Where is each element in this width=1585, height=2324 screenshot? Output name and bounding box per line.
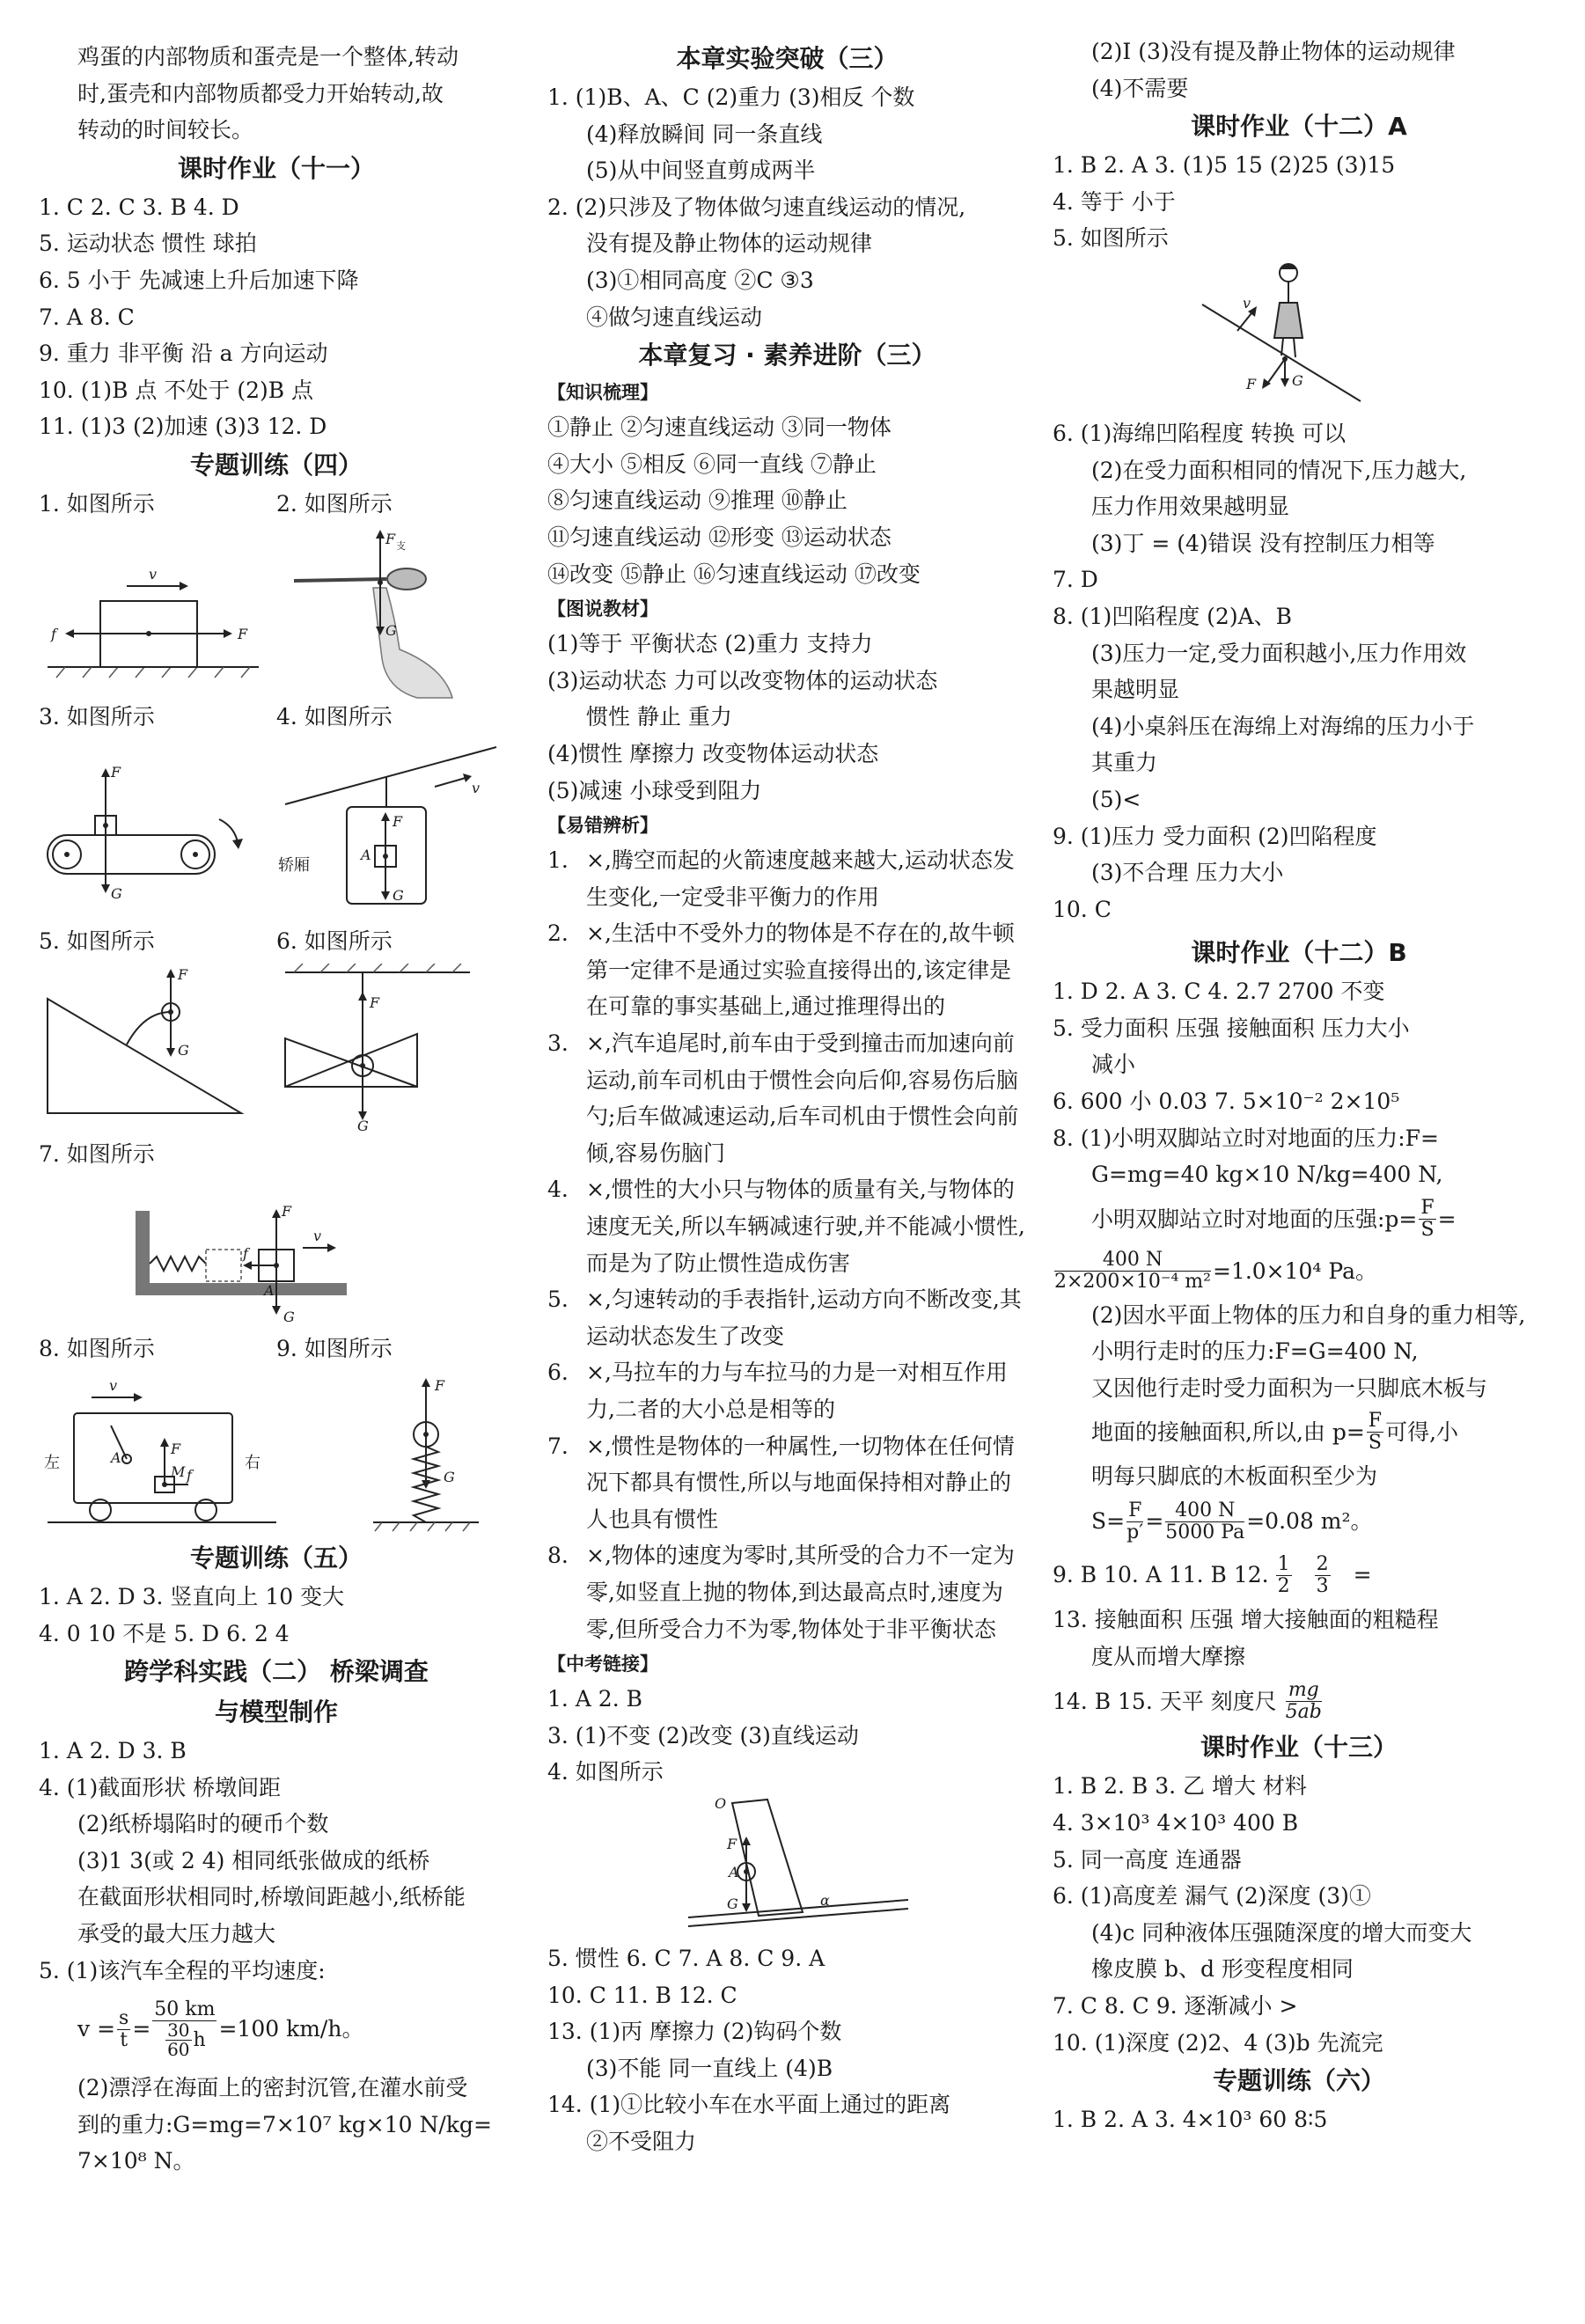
fraction-mg-5ab xyxy=(1286,1680,1322,1723)
answer-line: 9. (1)压力 受力面积 (2)凹陷程度 xyxy=(1053,823,1377,849)
denominator: 5ab xyxy=(1285,1700,1322,1723)
label-F: F xyxy=(111,764,121,781)
answer-line-12 xyxy=(1053,1549,1545,1602)
answer-line: 小明行走时的压力:F=G=400 N, xyxy=(1091,1338,1419,1365)
text-line: 时,蛋壳和内部物质都受力开始转动,故 xyxy=(77,80,444,106)
answer-line: 5. 如图所示 xyxy=(1053,225,1169,252)
item-number: 8. xyxy=(547,1543,569,1569)
answer-line: 5. 如图所示 xyxy=(39,928,155,955)
label-G: G xyxy=(178,1041,189,1059)
subheading-zhongkao: 【中考链接】 xyxy=(547,1653,658,1675)
answer-line: (2)在受力面积相同的情况下,压力越大, xyxy=(1091,457,1467,483)
eq-part: v = xyxy=(77,2016,116,2042)
text-part: = xyxy=(1353,1562,1372,1588)
numerator: s xyxy=(119,2006,129,2029)
answer-line: 4. 0 10 不是 5. D 6. 2 4 xyxy=(39,1620,290,1646)
answer-line: 9. 重力 非平衡 沿 a 方向运动 xyxy=(39,341,328,367)
answer-line: 8. (1)凹陷程度 (2)A、B xyxy=(1053,603,1292,629)
answer-line: G=mg=40 kg×10 N/kg=400 N, xyxy=(1091,1162,1443,1188)
answer-line: 4. 如图所示 xyxy=(276,703,393,729)
text-part: 14. B 15. 天平 刻度尺 xyxy=(1053,1688,1277,1714)
label-A: A xyxy=(111,1448,121,1466)
section-title-hw13: 课时作业（十三） xyxy=(1200,1733,1398,1763)
answer-line: 1. D 2. A 3. C 4. 2.7 2700 不变 xyxy=(1053,979,1385,1005)
label-M: M xyxy=(171,1463,186,1480)
label-v: v xyxy=(1243,294,1251,312)
answer-line: (3)不合理 压力大小 xyxy=(1091,860,1284,886)
section-title-hw12b: 课时作业（十二）B xyxy=(1191,938,1407,968)
answer-line: 6. (1)海绵凹陷程度 转换 可以 xyxy=(1053,420,1347,446)
answer-line: 10. C xyxy=(1053,896,1112,922)
answer-line: 又因他行走时受力面积为一只脚底木板与 xyxy=(1091,1375,1488,1402)
denominator: t xyxy=(120,2028,128,2051)
fraction-F-p xyxy=(1126,1500,1143,1543)
pressure-line xyxy=(1053,1193,1545,1246)
numerator: F xyxy=(1420,1197,1435,1220)
answer-line: 1. B 2. B 3. 乙 增大 材料 xyxy=(1053,1773,1307,1800)
text-part: = xyxy=(1437,1206,1457,1233)
answer-line: ④做匀速直线运动 xyxy=(586,304,763,330)
fraction-two-thirds xyxy=(1315,1554,1331,1597)
item-text: ×,腾空而起的火箭速度越来越大,运动状态发生变化,一定受非平衡力的作用 xyxy=(586,847,1015,910)
answer-line: 5. (1)该汽车全程的平均速度: xyxy=(39,1957,326,1983)
answer-line: (4)小桌斜压在海绵上对海绵的压力小于 xyxy=(1091,713,1475,739)
answer-line: 4. (1)截面形状 桥墩间距 xyxy=(39,1774,282,1800)
label-left: 左 xyxy=(44,1453,60,1472)
label-F: F xyxy=(393,813,403,831)
answer-line: (3)不能 同一直线上 (4)B xyxy=(586,2055,833,2081)
figure-girl-on-slope xyxy=(1193,260,1369,410)
list-item xyxy=(547,1025,1027,1171)
answer-line: 7. D xyxy=(1053,567,1098,593)
label-F: F xyxy=(727,1835,737,1852)
numerator: F xyxy=(1128,1499,1142,1521)
answer-line: 7×10⁸ N。 xyxy=(77,2148,195,2174)
numerator: 30 xyxy=(167,2020,190,2042)
answer-line: 11. (1)3 (2)加速 (3)3 12. D xyxy=(39,414,327,440)
answer-line: 13. (1)丙 摩擦力 (2)钩码个数 xyxy=(547,2019,842,2045)
item-number: 5. xyxy=(547,1287,569,1313)
answer-line: 6. 600 小 0.03 7. 5×10⁻² 2×10⁵ xyxy=(1053,1089,1400,1115)
answer-line: (2)Ⅰ (3)没有提及静止物体的运动规律 xyxy=(1091,39,1456,64)
section-title-kx1: 跨学科实践（二） 桥梁调查 xyxy=(124,1657,429,1687)
answer-line: 6. (1)高度差 漏气 (2)深度 (3)① xyxy=(1053,1883,1371,1910)
answer-line: (3)运动状态 力可以改变物体的运动状态 xyxy=(547,667,938,693)
item-number: 2. xyxy=(547,920,569,947)
label-F: F xyxy=(171,1440,181,1457)
text-part: 9. B 10. A 11. B 12. xyxy=(1053,1562,1269,1588)
numerator: 2 xyxy=(1316,1552,1329,1575)
answer-line: ⑧匀速直线运动 ⑨推理 ⑩静止 xyxy=(547,488,848,514)
item-text: ×,惯性是物体的一种属性,一切物体在任何情况下都具有惯性,所以与地面保持相对静止的人也具有惯性 xyxy=(586,1433,1015,1532)
answer-line: 压力作用效果越明显 xyxy=(1091,494,1290,520)
list-item xyxy=(547,915,1027,1025)
denominator: 2 xyxy=(1277,1574,1290,1597)
figure-cable-car xyxy=(276,738,505,923)
section-title-kx2: 与模型制作 xyxy=(214,1697,338,1727)
section-title-hw12a: 课时作业（十二）A xyxy=(1191,112,1407,142)
answer-line: 其重力 xyxy=(1091,750,1158,776)
label-G: G xyxy=(111,885,122,903)
answer-line: (3)1 3(或 2 4) 相同纸张做成的纸桥 xyxy=(77,1847,430,1873)
denominator: p′ xyxy=(1126,1521,1144,1543)
answer-line: 5. 同一高度 连通器 xyxy=(1053,1846,1242,1873)
denominator: 2×200×10⁻⁴ m² xyxy=(1054,1271,1211,1294)
label-f: f xyxy=(243,1245,248,1263)
answer-line: (3)丁 = (4)错误 没有控制压力相等 xyxy=(1091,530,1435,556)
label-F: F xyxy=(238,625,248,642)
subheading-zhishi: 【知识梳理】 xyxy=(547,382,658,404)
text-part: 小明双脚站立时对地面的压强:p= xyxy=(1091,1206,1418,1233)
answer-line: 5. 受力面积 压强 接触面积 压力大小 xyxy=(1053,1015,1410,1041)
answer-line: 14. (1)①比较小车在水平面上通过的距离 xyxy=(547,2092,951,2118)
answer-line: 1. (1)B、A、C (2)重力 (3)相反 个数 xyxy=(547,84,915,110)
item-text: ×,汽车追尾时,前车由于受到撞击而加速向前运动,前车司机由于惯性会向后仰,容易伤后脑勺;后车做减速运动,后车司机由于惯性会向前倾,容易伤脑门 xyxy=(586,1030,1019,1166)
label-right: 右 xyxy=(245,1453,260,1472)
label-G: G xyxy=(385,621,397,639)
answer-line: 2. 如图所示 xyxy=(276,490,393,517)
answer-line: 3. 如图所示 xyxy=(39,703,155,729)
eq-part: =100 km/h。 xyxy=(218,2016,364,2042)
figure-spoon-on-finger xyxy=(276,526,505,702)
answer-line: 4. 如图所示 xyxy=(547,1759,664,1785)
item-number: 4. xyxy=(547,1177,569,1203)
answer-line: 8. 如图所示 xyxy=(39,1336,155,1362)
label-A: A xyxy=(361,847,371,864)
unit: h xyxy=(193,2028,206,2051)
numerator: 400 N xyxy=(1054,1250,1211,1272)
fraction-F-S xyxy=(1367,1411,1383,1454)
text-part: = xyxy=(1145,1508,1164,1535)
figure-spring-block xyxy=(127,1176,479,1325)
answer-line: (3)①相同高度 ②C ③3 xyxy=(586,267,814,293)
answer-line: 7. C 8. C 9. 逐渐减小 > xyxy=(1053,1992,1298,2019)
label-Fz: F xyxy=(385,530,396,547)
item-number: 1. xyxy=(547,847,569,874)
answer-line: 1. B 2. A 3. (1)5 15 (2)25 (3)15 xyxy=(1053,152,1396,179)
answer-line: (4)惯性 摩擦力 改变物体运动状态 xyxy=(547,740,879,766)
text-part: =1.0×10⁴ Pa。 xyxy=(1212,1258,1378,1285)
label-cabin: 轿厢 xyxy=(278,856,310,876)
answer-line: (2)漂浮在海面上的密封沉管,在灌水前受 xyxy=(77,2075,468,2101)
label-f: f xyxy=(187,1466,192,1484)
answer-line: 9. 如图所示 xyxy=(276,1336,393,1362)
answer-line: ①静止 ②匀速直线运动 ③同一物体 xyxy=(547,414,892,441)
figure-cart xyxy=(39,1371,303,1538)
fraction-F-S xyxy=(1419,1198,1435,1241)
denominator: S xyxy=(1420,1219,1435,1242)
item-text: ×,马拉车的力与车拉马的力是一对相互作用力,二者的大小总是相等的 xyxy=(586,1360,1008,1422)
text-part: 地面的接触面积,所以,由 p= xyxy=(1091,1419,1365,1445)
answer-line: 1. C 2. C 3. B 4. D xyxy=(39,194,239,220)
label-A: A xyxy=(264,1282,275,1300)
answer-line: 5. 运动状态 惯性 球拍 xyxy=(39,231,257,257)
fraction-s-t xyxy=(117,2008,130,2051)
section-title-t5: 专题训练（五） xyxy=(189,1543,363,1573)
area-equation xyxy=(1053,1494,1545,1549)
fraction-distance-time xyxy=(152,1999,216,2059)
answer-line: (2)纸桥塌陷时的硬币个数 xyxy=(77,1811,329,1837)
answer-line: 1. B 2. A 3. 4×10³ 60 8∶5 xyxy=(1053,2107,1328,2133)
denominator: 3 xyxy=(1316,1574,1329,1597)
figure-incline-ball xyxy=(39,964,268,1131)
list-item xyxy=(547,1428,1027,1538)
item-text: ×,惯性的大小只与物体的质量有关,与物体的速度无关,所以车辆减速行驶,并不能减小惯性,而是为了防止惯性造成伤害 xyxy=(586,1177,1025,1276)
section-title-hw11: 课时作业（十一） xyxy=(177,153,375,183)
answer-line: 10. (1)B 点 不处于 (2)B 点 xyxy=(39,377,314,403)
area-line xyxy=(1053,1407,1545,1458)
answer-line: (3)压力一定,受力面积越小,压力作用效 xyxy=(1091,640,1467,666)
item-number: 6. xyxy=(547,1360,569,1386)
denominator: 60 xyxy=(167,2039,190,2061)
label-F: F xyxy=(1246,375,1257,392)
subheading-tushuo: 【图说教材】 xyxy=(547,598,658,620)
label-G: G xyxy=(444,1468,455,1485)
label-v: v xyxy=(472,780,481,797)
velocity-equation xyxy=(39,1989,514,2070)
list-item xyxy=(547,1281,1027,1354)
denominator: S xyxy=(1368,1432,1382,1455)
answer-line: 1. A 2. B xyxy=(547,1686,642,1712)
label-F: F xyxy=(178,965,188,983)
list-item xyxy=(547,1354,1027,1427)
section-title-t6: 专题训练（六） xyxy=(1212,2066,1385,2096)
answer-line: 没有提及静止物体的运动规律 xyxy=(586,231,873,257)
answer-line: ②不受阻力 xyxy=(586,2128,697,2154)
answer-line: 4. 3×10³ 4×10³ 400 B xyxy=(1053,1810,1299,1836)
answer-line: 到的重力:G=mg=7×10⁷ kg×10 N/kg= xyxy=(77,2111,492,2137)
section-title-t4: 专题训练（四） xyxy=(189,450,363,480)
pressure-result xyxy=(1053,1246,1545,1297)
answer-line: 1. A 2. D 3. 竖直向上 10 变大 xyxy=(39,1583,345,1609)
label-G: G xyxy=(1292,371,1303,389)
fraction-half xyxy=(1276,1554,1292,1597)
text-line: 转动的时间较长。 xyxy=(77,117,254,143)
answer-line: 承受的最大压力越大 xyxy=(77,1921,276,1947)
denominator: 5000 Pa xyxy=(1165,1521,1245,1543)
answer-line: 橡皮膜 b、d 形变程度相同 xyxy=(1091,1956,1354,1983)
label-G: G xyxy=(283,1309,295,1326)
label-v: v xyxy=(109,1376,118,1394)
figure-lever-board xyxy=(671,1794,935,1935)
label-G: G xyxy=(727,1895,738,1912)
label-F: F xyxy=(435,1376,445,1394)
answer-line: (4)不需要 xyxy=(1091,75,1189,101)
eq-part: = xyxy=(132,2016,151,2042)
label-G: G xyxy=(357,1117,369,1131)
answer-line: 6. 如图所示 xyxy=(276,928,393,955)
answer-line: 7. 如图所示 xyxy=(39,1140,155,1167)
column-right xyxy=(1053,33,1545,2138)
numerator: mg xyxy=(1286,1680,1322,1702)
answer-line: ⑭改变 ⑮静止 ⑯匀速直线运动 ⑰改变 xyxy=(547,561,921,587)
label-zhi: 支 xyxy=(396,539,406,552)
label-alpha: α xyxy=(820,1891,830,1909)
label-F: F xyxy=(282,1203,292,1221)
denominator xyxy=(152,2021,216,2059)
answer-line: 减小 xyxy=(1091,1052,1136,1078)
fraction-pressure xyxy=(1054,1250,1211,1293)
answer-line: 5. 惯性 6. C 7. A 8. C 9. A xyxy=(547,1945,826,1971)
answer-line: 度从而增大摩擦 xyxy=(1091,1643,1246,1669)
answer-line: 2. (2)只涉及了物体做匀速直线运动的情况, xyxy=(547,194,966,220)
answer-line: (5)减速 小球受到阻力 xyxy=(547,777,762,803)
answer-line: 7. A 8. C xyxy=(39,304,135,330)
answer-line: 3. (1)不变 (2)改变 (3)直线运动 xyxy=(547,1722,859,1748)
column-left xyxy=(39,39,514,2180)
answer-line-14 xyxy=(1053,1675,1545,1727)
figure-block-forces xyxy=(39,526,268,693)
list-item xyxy=(547,842,1027,915)
answer-line: ④大小 ⑤相反 ⑥同一直线 ⑦静止 xyxy=(547,451,877,477)
label-v: v xyxy=(313,1228,322,1245)
item-number: 3. xyxy=(547,1030,569,1057)
answer-line: (2)因水平面上物体的压力和自身的重力相等, xyxy=(1091,1301,1526,1328)
answer-line: 6. 5 小于 先减速上升后加速下降 xyxy=(39,267,359,293)
answer-line: 4. 等于 小于 xyxy=(1053,188,1176,215)
numerator: 1 xyxy=(1277,1552,1290,1575)
answer-line: (5)< xyxy=(1091,786,1141,812)
section-title-exp3: 本章实验突破（三） xyxy=(676,44,899,73)
subheading-yicuo: 【易错辨析】 xyxy=(547,815,658,837)
figure-spring-ball xyxy=(303,1371,532,1538)
answer-line: (4)c 同种液体压强随深度的增大而变大 xyxy=(1091,1919,1472,1946)
answer-line: 10. (1)深度 (2)2、4 (3)b 先流完 xyxy=(1053,2029,1383,2056)
label-F: F xyxy=(370,993,380,1011)
answer-line: 1. 如图所示 xyxy=(39,490,155,517)
list-item xyxy=(547,1537,1027,1647)
label-f: f xyxy=(51,625,56,642)
numerator: 50 km xyxy=(154,1998,216,2021)
answer-line: 明每只脚底的木板面积至少为 xyxy=(1091,1463,1378,1489)
answer-line: 果越明显 xyxy=(1091,677,1180,703)
label-v: v xyxy=(149,565,158,583)
item-number: 7. xyxy=(547,1433,569,1459)
item-text: ×,生活中不受外力的物体是不存在的,故牛顿第一定律不是通过实验直接得出的,该定律是在可靠的事实基础上,通过推理得出的 xyxy=(586,920,1015,1020)
answer-line: 在截面形状相同时,桥墩间距越小,纸桥能 xyxy=(77,1884,466,1910)
text-part: =0.08 m²。 xyxy=(1246,1508,1373,1535)
section-title-rev3: 本章复习 · 素养进阶（三） xyxy=(638,341,936,370)
answer-line: (5)从中间竖直剪成两半 xyxy=(586,158,816,184)
label-O: O xyxy=(715,1794,727,1812)
answer-line: 13. 接触面积 压强 增大接触面的粗糙程 xyxy=(1053,1607,1439,1633)
answer-line: 1. A 2. D 3. B xyxy=(39,1738,187,1764)
answer-line: 惯性 静止 重力 xyxy=(586,704,732,730)
answer-line: (4)释放瞬间 同一条直线 xyxy=(586,121,823,147)
label-G: G xyxy=(393,887,404,905)
column-middle xyxy=(547,39,1027,2160)
item-text: ×,匀速转动的手表指针,运动方向不断改变,其运动状态发生了改变 xyxy=(586,1287,1022,1349)
answer-line: ⑪匀速直线运动 ⑫形变 ⑬运动状态 xyxy=(547,524,892,550)
answer-line: (1)等于 平衡状态 (2)重力 支持力 xyxy=(547,631,873,657)
numerator: 400 N xyxy=(1165,1500,1244,1522)
list-item xyxy=(547,1171,1027,1281)
text-part: 可得,小 xyxy=(1385,1419,1459,1445)
label-A: A xyxy=(729,1863,739,1880)
fraction-area xyxy=(1165,1500,1244,1543)
figure-conveyor xyxy=(39,738,268,923)
answer-line: 8. (1)小明双脚站立时对地面的压力:F= xyxy=(1053,1125,1439,1151)
numerator: F xyxy=(1368,1410,1383,1433)
text-part: S= xyxy=(1091,1508,1126,1535)
item-text: ×,物体的速度为零时,其所受的合力不一定为零,如竖直上抛的物体,到达最高点时,速度为零,但所受合力不为零,物体处于非平衡状态 xyxy=(586,1543,1015,1642)
figure-hanging-ball-wedge xyxy=(276,964,505,1131)
answer-line: 10. C 11. B 12. C xyxy=(547,1982,737,2008)
text-line: 鸡蛋的内部物质和蛋壳是一个整体,转动 xyxy=(77,44,459,70)
